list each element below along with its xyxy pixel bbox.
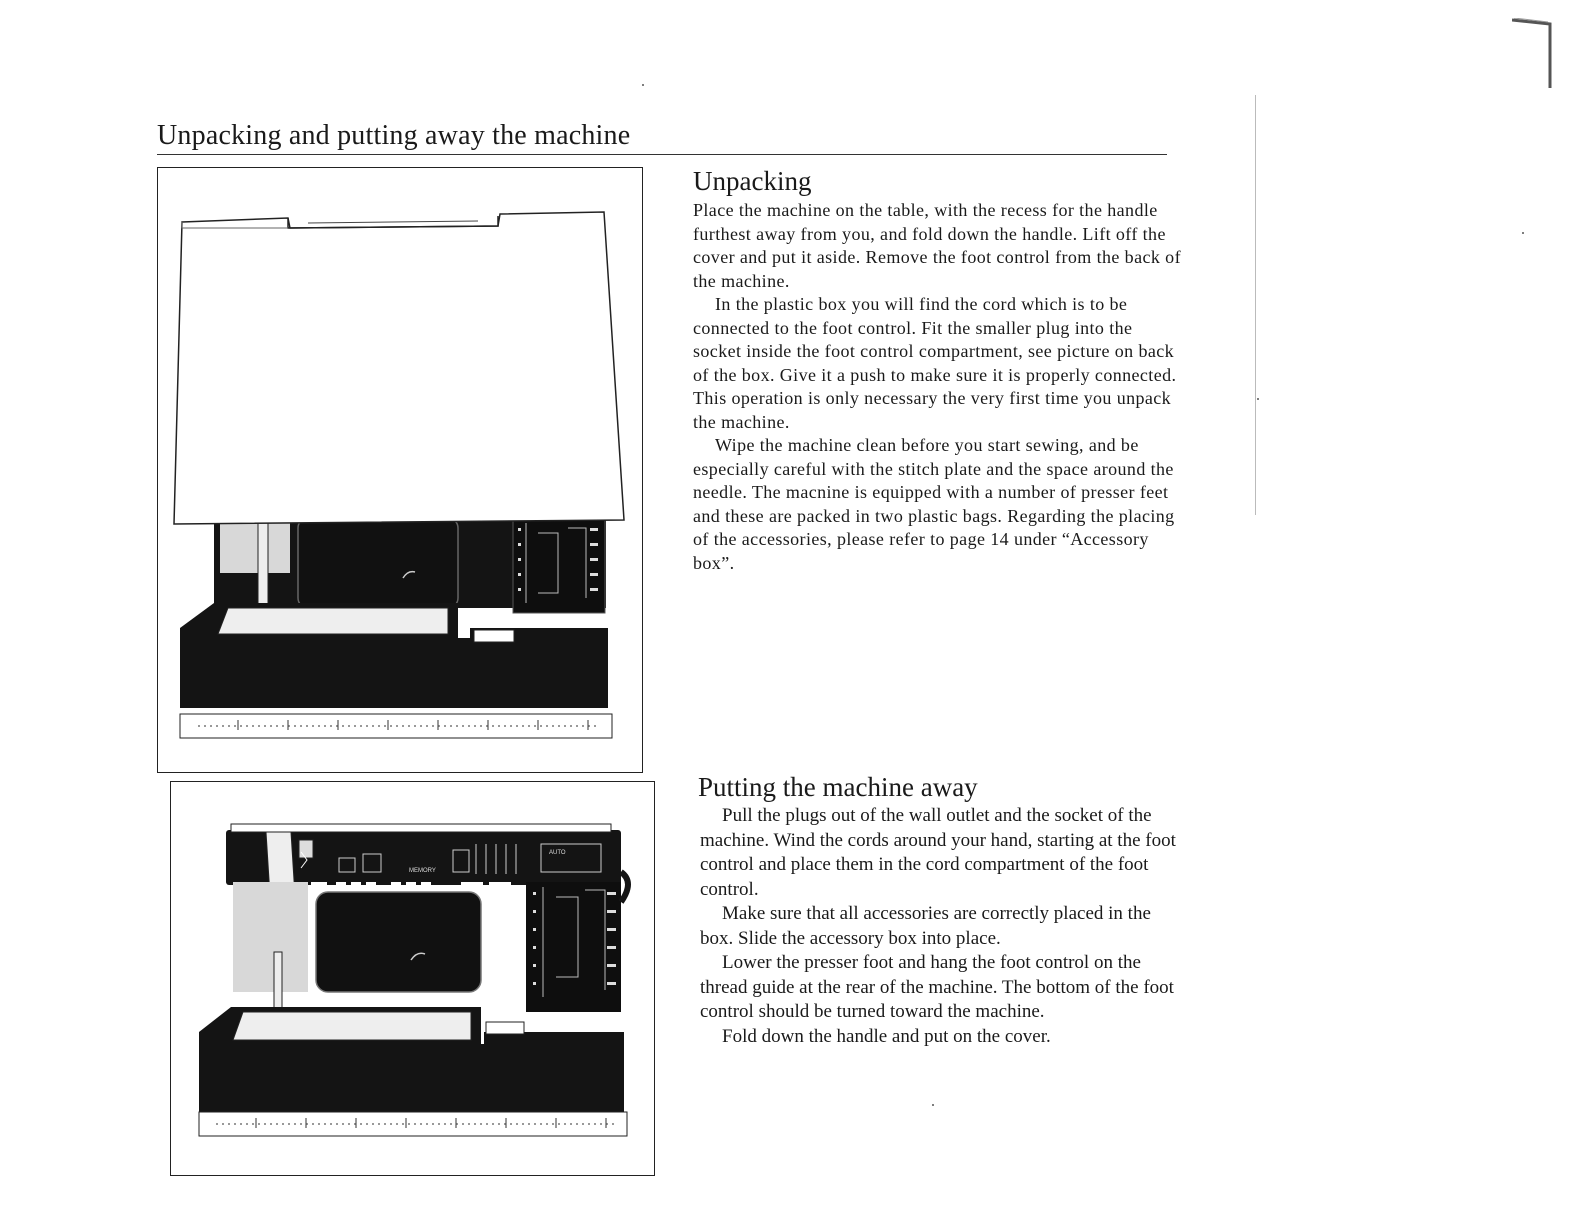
scan-speck — [932, 1104, 934, 1106]
unpacking-paragraph: Wipe the machine clean before you start sewing, and be especially careful with the stitch plate and the space around the needle. The macnine is equipped with a number of presser feet and these are packed in two plastic bags. Regarding the placing of the accessories, please refer to page 14 under “Accessory box”. — [693, 435, 1175, 573]
title-rule — [157, 154, 1167, 155]
margin-rule — [1255, 95, 1256, 515]
unpacking-text — [693, 199, 1183, 575]
machine-uncovered-drawing — [171, 782, 654, 1175]
scan-speck — [642, 84, 644, 86]
unpacking-illustration — [157, 167, 643, 773]
putting-away-paragraph: Fold down the handle and put on the cover. — [722, 1025, 1051, 1047]
putting-away-text — [700, 804, 1186, 1049]
corner-crop-mark — [1512, 18, 1552, 88]
panel-memory-label: MEMORY — [409, 868, 436, 874]
unpacking-heading: Unpacking — [693, 166, 812, 196]
machine-with-cover-drawing — [158, 168, 642, 772]
putting-away-paragraph: Make sure that all accessories are correctly placed in the box. Slide the accessory box into place. — [700, 903, 1151, 949]
putting-away-paragraph: Lower the presser foot and hang the foot control on the thread guide at the rear of the machine. The bottom of the foot control should be turned toward the machine. — [700, 952, 1174, 1022]
putting-away-illustration — [170, 781, 655, 1176]
scan-speck — [1257, 398, 1259, 400]
page-title: Unpacking and putting away the machine — [157, 120, 631, 151]
panel-auto-label: AUTO — [549, 850, 566, 856]
unpacking-paragraph: Place the machine on the table, with the recess for the handle furthest away from you, and fold down the handle. Lift off the cover and put it aside. Remove the foot control from the back of the machine. — [693, 200, 1181, 291]
putting-away-paragraph: Pull the plugs out of the wall outlet and the socket of the machine. Wind the cords around your hand, starting at the foot control and place them in the cord compartment of the foot control. — [700, 805, 1176, 900]
scan-speck — [1522, 232, 1524, 234]
putting-away-heading: Putting the machine away — [698, 772, 978, 802]
unpacking-paragraph: In the plastic box you will find the cord which is to be connected to the foot control. Fit the smaller plug into the socket inside the foot control compartment, see picture on back of the box. Give it a push to make sure it is properly connected. This operation is only necessary the very first time you unpack the machine. — [693, 294, 1177, 432]
